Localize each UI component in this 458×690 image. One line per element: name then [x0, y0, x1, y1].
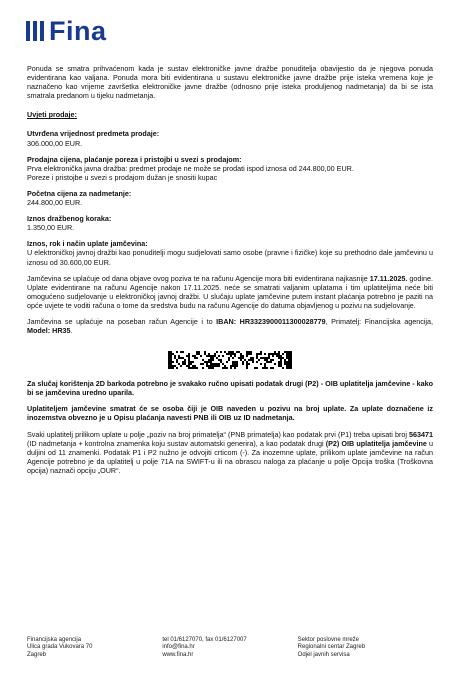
value-label: Utvrđena vrijednost predmeta prodaje: — [27, 129, 160, 139]
page-footer — [27, 637, 433, 659]
sale-price-line2: Poreze i pristojbe u svezi s prodajom dužan je snositi kupac — [27, 172, 218, 182]
start-price-amount: 244.800,00 EUR. — [27, 198, 83, 208]
payer-detail: Svaki uplatitelj prilikom uplate u polje „poziv na broj primatelja“ (PNB primatelja) kao podatak prvi (P1) treba upisati broj 563471 (ID nadmetanja + kontrolna znamenka koju sustav automatski generira), a kao podatak drugi (P2) OIB uplatitelja jamčevine u duljini od 11 znamenki. Podatak P1 i P2 nužno je odvojiti crticom (-). Za inozemne uplate, prilikom uplate jamčevine na račun Agencije potrebno je da uplatitelj u polje 71A na SWIFT-u ili na obrascu naloga za plaćanje u polje Opcija troška (Troškovna opcija) naznači opciju „OUR“. — [27, 429, 433, 475]
conditions-heading: Uvjeti prodaje: — [27, 110, 77, 120]
footer-contact: tel 01/6127070, fax 01/6127007 info@fina.hr www.fina.hr — [162, 637, 247, 658]
fina-logo — [26, 16, 107, 46]
guarantee-text: U elektroničkoj javnoj dražbi kao ponuditelji mogu sudjelovati samo osobe (pravne i fizičke) koje su prethodno dale jamčevinu u iznosu od 30.600,00 EUR. — [27, 248, 433, 267]
guarantee-label: Iznos, rok i način uplate jamčevina: — [27, 239, 148, 249]
account-paragraph: Jamčevina se uplaćuje na poseban račun Agencije i to IBAN: HR3323900011300028779, Primatelj: Financijska agencija, Model: HR35. — [27, 316, 433, 336]
step-amount: 1.350,00 EUR. — [27, 223, 75, 233]
logo-text: Fina — [49, 16, 107, 46]
deadline-paragraph: Jamčevina se uplaćuje od dana objave ovog poziva te na računu Agencije mora biti evidentirana najkasnije 17.11.2025. godine. Uplate evidentirane na računu Agencije nakon 17.11.2025. neće se smatrati valjanim uplatama i tim uplatiteljima neće biti omogućeno sudjelovanje u elektroničkoj javnoj dražbi. U slučaju uplate jamčevine putem instant plaćanja potrebno je paziti na opće uvjete te voditi računa o tome da sredstva budu na računu Agencije do datuma objavljenog u pozivu na sudjelovanje. — [27, 273, 434, 310]
intro-paragraph: Ponuda se smatra prihvaćenom kada je sustav elektroničke javne dražbe ponuditelja obavijestio da je njegova ponuda evidentirana kao valjana. Ponuda mora biti evidentirana u sustavu elektroničke javne dražbe prije isteka vremena koje je naznačeno kao vrijeme završetka elektroničke javne dražbe (odnosno prije isteka produljenog nadmetanja) da bi se ista smatrala predanom u tijeku nadmetanja. — [27, 64, 433, 101]
barcode-note: Za slučaj korištenja 2D barkoda potrebno je svakako ručno upisati podatak drugi (P2) - OIB uplatitelja jamčevine - kako bi se jamčevina uredno uparila. — [27, 379, 433, 398]
document-body — [27, 64, 433, 475]
step-label: Iznos dražbenog koraka: — [27, 214, 112, 224]
logo-bars-icon — [26, 21, 44, 41]
sale-price-label: Prodajna cijena, plaćanje poreza i pristojbi u svezi s prodajom: — [27, 154, 242, 164]
footer-address: Financijska agencija Ulica grada Vukovara 70 Zagreb — [27, 637, 93, 658]
value-amount: 306.000,00 EUR. — [27, 138, 83, 148]
2d-barcode — [168, 351, 292, 369]
footer-department: Sektor poslovne mreže Regionalni centar Zagreb Odjel javnih servisa — [297, 637, 366, 658]
start-price-label: Početna cijena za nadmetanje: — [27, 188, 132, 198]
payer-note: Uplatiteljem jamčevine smatrat će se osoba čiji je OIB naveden u pozivu na broj uplate. Za uplate doznačene iz inozemstva obvezno je u Opisu plaćanja navesti PNB ili OIB uz ID nadmetanja. — [27, 404, 433, 423]
sale-price-line1: Prva elektronička javna dražba: predmet prodaje ne može se prodati ispod iznosa od 244.800,00 EUR. — [27, 163, 354, 173]
